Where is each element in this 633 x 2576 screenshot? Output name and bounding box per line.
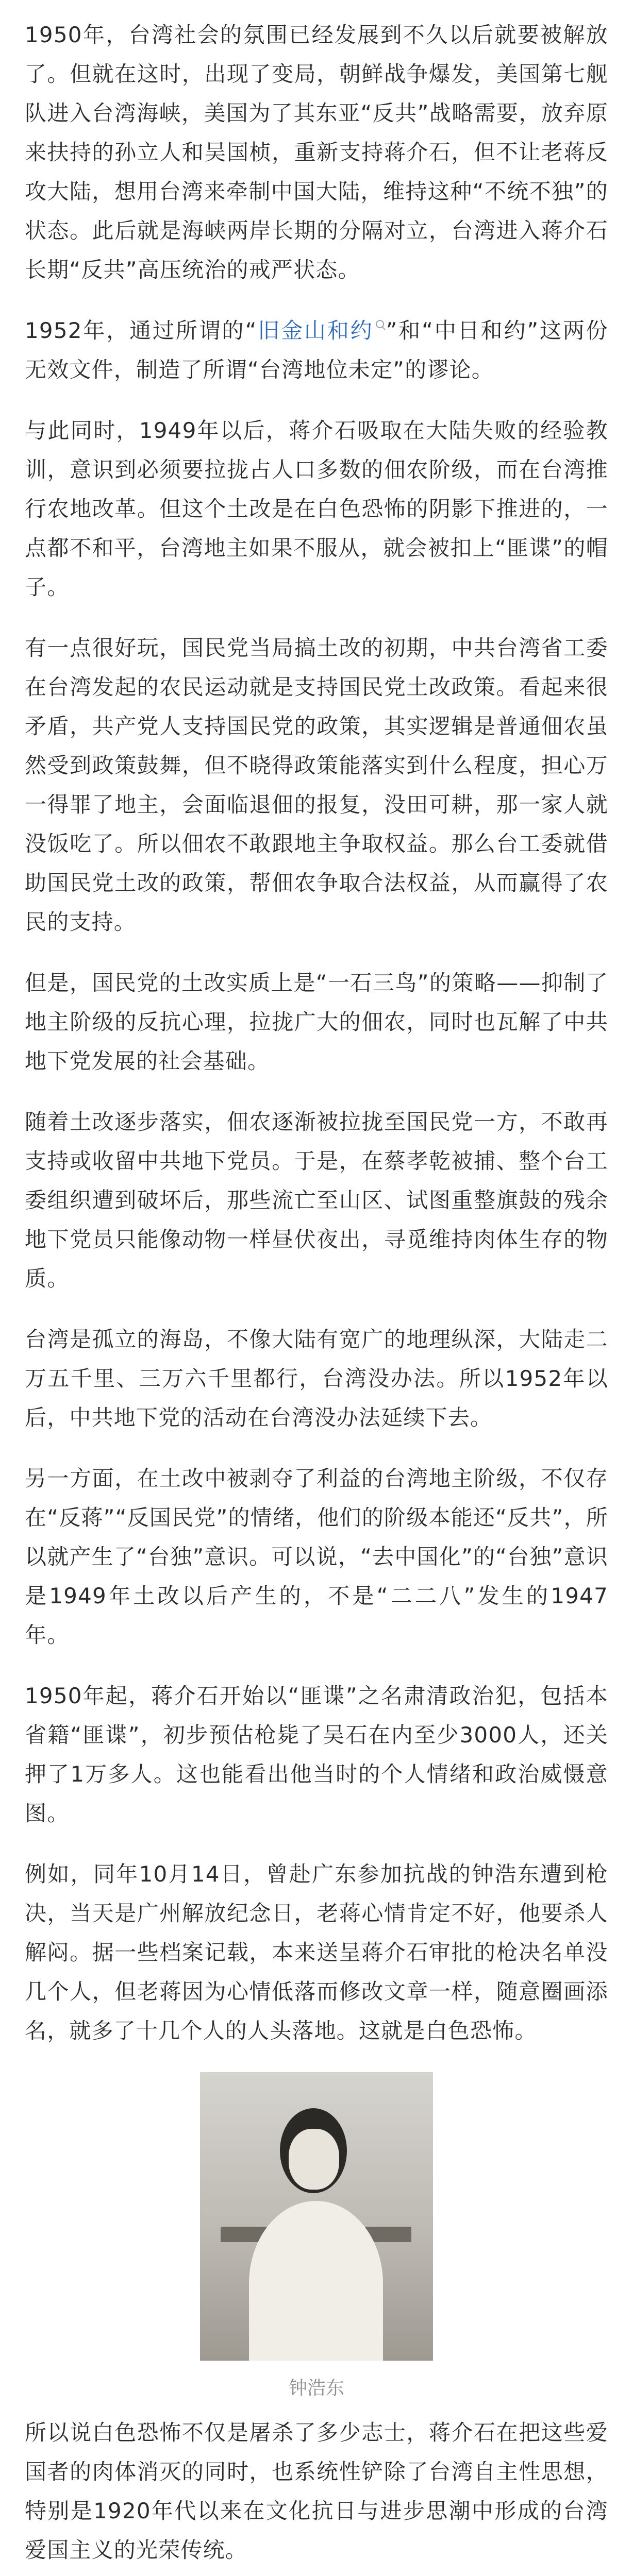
paragraph-2 [25, 311, 608, 389]
portrait-caption: 钟浩东 [288, 2378, 344, 2399]
paragraph-10: 例如，同年10月14日，曾赴广东参加抗战的钟浩东遭到枪决，当天是广州解放纪念日，老蒋心情肯定不好，他要杀人解闷。据一些档案记载，本来送呈蒋介石审批的枪决名单没几个人，但老蒋因为心情低落而修改文章一样，随意圈画添名，就多了十几个人的人头落地。这就是白色恐怖。 [25, 1861, 608, 2043]
article-body [25, 15, 608, 2576]
paragraph-6: 随着土改逐步落实，佃农逐渐被拉拢至国民党一方，不敢再支持或收留中共地下党员。于是，在蔡孝乾被捕、整个台工委组织遭到破坏后，那些流亡至山区、试图重整旗鼓的残余地下党员只能像动物一样昼伏夜出，寻觅维持肉体生存的物质。 [25, 1109, 608, 1291]
paragraph-11: 所以说白色恐怖不仅是屠杀了多少志士，蒋介石在把这些爱国者的肉体消灭的同时，也系统性铲除了台湾自主性思想，特别是1920年代以来在文化抗日与进步思潮中形成的台湾爱国主义的光荣传统。 [25, 2420, 608, 2563]
paragraph-4: 有一点很好玩，国民党当局搞土改的初期，中共台湾省工委在台湾发起的农民运动就是支持国民党土改政策。看起来很矛盾，共产党人支持国民党的政策，其实逻辑是普通佃农虽然受到政策鼓舞，但不晓得政策能落实到什么程度，担心万一得罪了地主，会面临退佃的报复，没田可耕，那一家人就没饭吃了。所以佃农不敢跟地主争取权益。那么台工委就借助国民党土改的政策，帮佃农争取合法权益，从而赢得了农民的支持。 [25, 635, 608, 935]
paragraph-2-after: ”和“中日和约”这两份无效文件，制造了所谓“台湾地位未定”的谬论。 [25, 318, 608, 382]
sanfrancisco-treaty-link[interactable]: 旧金山和约 [257, 318, 374, 343]
paragraph-5: 但是，国民党的土改实质上是“一石三鸟”的策略——抑制了地主阶级的反抗心理，拉拢广大的佃农，同时也瓦解了中共地下党发展的社会基础。 [25, 970, 608, 1074]
search-icon[interactable] [375, 319, 386, 330]
paragraph-3: 与此同时，1949年以后，蒋介石吸取在大陆失败的经验教训，意识到必须要拉拢占人口多数的佃农阶级，而在台湾推行农地改革。但这个土改是在白色恐怖的阴影下推进的，一点都不和平，台湾地主如果不服从，就会被扣上“匪谍”的帽子。 [25, 418, 608, 600]
portrait-figure [25, 2072, 608, 2401]
portrait-photo[interactable] [200, 2072, 433, 2361]
paragraph-1: 1950年，台湾社会的氛围已经发展到不久以后就要被解放了。但就在这时，出现了变局，朝鲜战争爆发，美国第七舰队进入台湾海峡，美国为了其东亚“反共”战略需要，放弃原来扶持的孙立人和吴国桢，重新支持蒋介石，但不让老蒋反攻大陆，想用台湾来牵制中国大陆，维持这种“不统不独”的状态。此后就是海峡两岸长期的分隔对立，台湾进入蒋介石长期“反共”高压统治的戒严状态。 [25, 22, 608, 282]
paragraph-7: 台湾是孤立的海岛，不像大陆有宽广的地理纵深，大陆走二万五千里、三万六千里都行，台湾没办法。所以1952年以后，中共地下党的活动在台湾没办法延续下去。 [25, 1327, 608, 1430]
paragraph-8: 另一方面，在土改中被剥夺了利益的台湾地主阶级，不仅存在“反蒋”“反国民党”的情绪，他们的阶级本能还“反共”，所以就产生了“台独”意识。可以说，“去中国化”的“台独”意识是1949年土改以后产生的，不是“二二八”发生的1947年。 [25, 1466, 608, 1648]
paragraph-2-before: 1952年，通过所谓的“ [25, 318, 257, 343]
paragraph-9: 1950年起，蒋介石开始以“匪谍”之名肃清政治犯，包括本省籍“匪谍”，初步预估枪毙了吴石在内至少3000人，还关押了1万多人。这也能看出他当时的个人情绪和政治威慑意图。 [25, 1683, 608, 1826]
